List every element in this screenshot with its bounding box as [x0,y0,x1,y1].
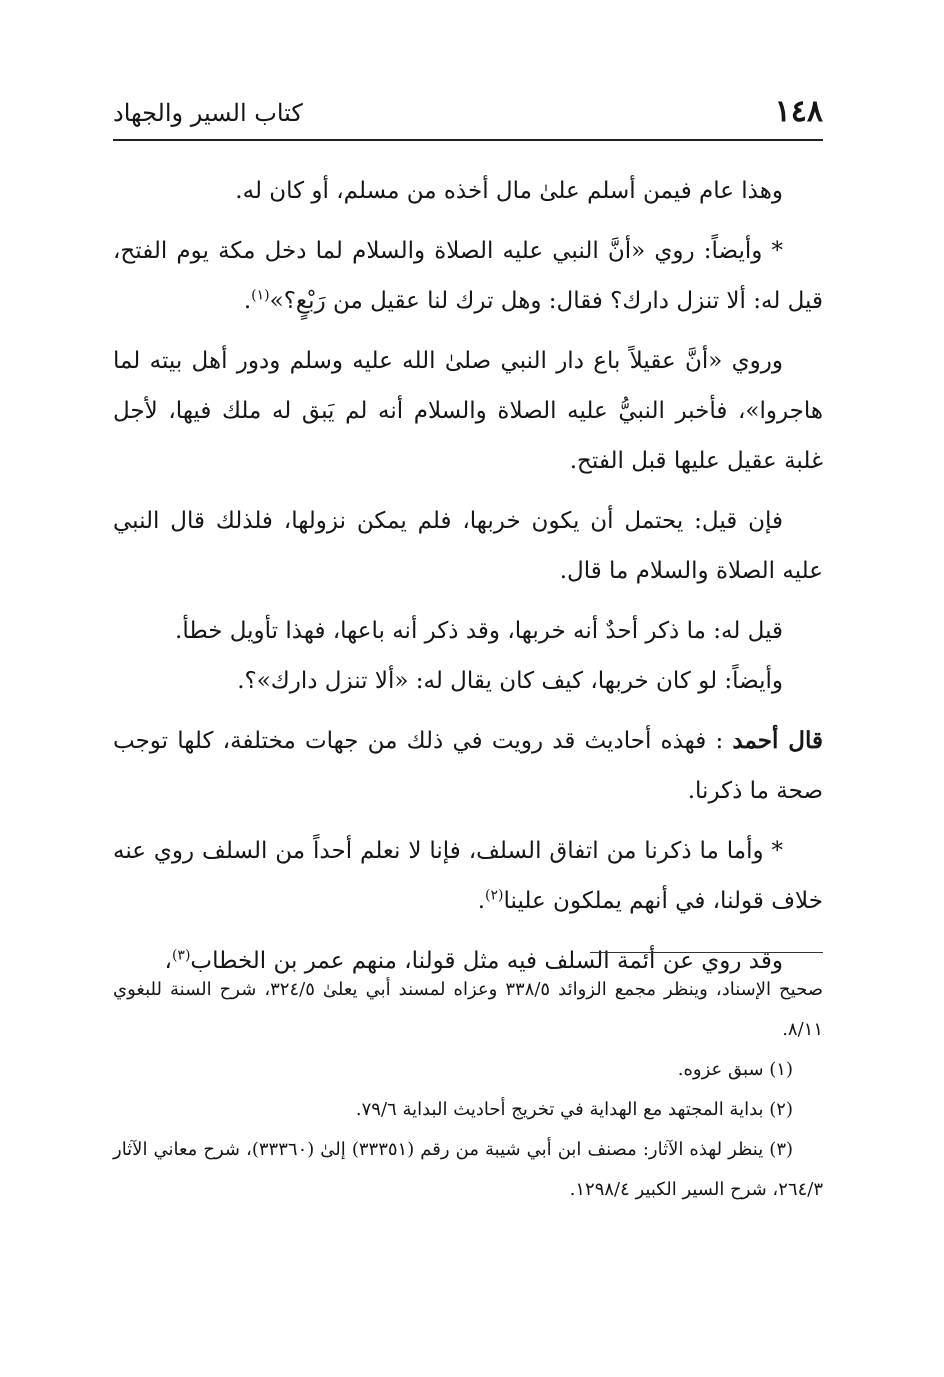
paragraph-text: وأيضاً: لو كان خربها، كيف كان يقال له: «ألا تنزل دارك»؟. [237,668,783,694]
header-divider [113,139,823,141]
paragraph-text: : فهذه أحاديث قد رويت في ذلك من جهات مختلفة، كلها توجب صحة ما ذكرنا. [113,728,823,804]
paragraph-text: وقد روي عن أئمة السلف فيه مثل قولنا، منهم عمر بن الخطاب [190,948,783,974]
footnote-2: (٢) بداية المجتهد مع الهداية في تخريج أحاديث البداية ٧٩/٦. [355,1099,793,1120]
paragraph-1 [113,166,823,216]
running-title: كتاب السير والجهاد [113,99,303,127]
paragraph-text: قيل له: ما ذكر أحدٌ أنه خربها، وقد ذكر أنه باعها، فهذا تأويل خطأ. [175,618,783,644]
paragraph-text: * وأما ما ذكرنا من اتفاق السلف، فإنا لا نعلم أحداً من السلف روي عنه خلاف قولنا، في أنهم يملكون علينا [113,838,823,914]
paragraph-6 [113,656,823,706]
paragraph-text: وروي «أنَّ عقيلاً باع دار النبي صلىٰ الله عليه وسلم ودور أهل بيته لما هاجروا»، فأخبر النبيُّ عليه الصلاة والسلام أنه لم يَبق له ملك فيها، لأجل غلبة عقيل عليها قبل الفتح. [113,348,823,474]
footnote-continuation: صحيح الإسناد، وينظر مجمع الزوائد ٣٣٨/٥ وعزاه لمسند أبي يعلىٰ ٣٢٤/٥، شرح السنة للبغوي ٨/١١. [113,979,823,1040]
punctuation: . [243,288,252,314]
paragraph-text: فإن قيل: يحتمل أن يكون خربها، فلم يمكن نزولها، فلذلك قال النبي عليه الصلاة والسلام ما قال. [113,508,823,584]
page-header [113,92,823,134]
paragraph-2 [113,226,823,326]
footnote-divider [590,952,823,953]
paragraph-3 [113,336,823,486]
paragraph-4 [113,496,823,596]
punctuation: ، [164,948,172,974]
paragraph-5 [113,606,823,656]
footnote-reference: (٢) [485,887,504,904]
footnotes [113,970,823,1210]
footnote-3: (٣) ينظر لهذه الآثار: مصنف ابن أبي شيبة من رقم (٣٣٣٥١) إلىٰ (٣٣٣٦٠)، شرح معاني الآثار ٢٦٤/٣، شرح السير الكبير ١٢٩٨/٤. [113,1139,823,1200]
main-text [113,166,823,996]
footnote-reference: (٣) [171,947,191,964]
page-number: ١٤٨ [774,94,823,129]
footnote-1: (١) سبق عزوه. [677,1059,793,1080]
paragraph-8 [113,826,823,926]
paragraph-text: وهذا عام فيمن أسلم علىٰ مال أخذه من مسلم، أو كان له. [235,178,783,204]
paragraph-text: * وأيضاً: روي «أنَّ النبي عليه الصلاة والسلام لما دخل مكة يوم الفتح، قيل له: ألا تنزل دارك؟ فقال: وهل ترك لنا عقيل من رَبْعٍ؟» [113,238,823,314]
punctuation: . [477,888,486,914]
speaker-label: قال أحمد [732,727,823,754]
paragraph-7 [113,716,823,816]
footnote-reference: (١) [251,287,270,304]
